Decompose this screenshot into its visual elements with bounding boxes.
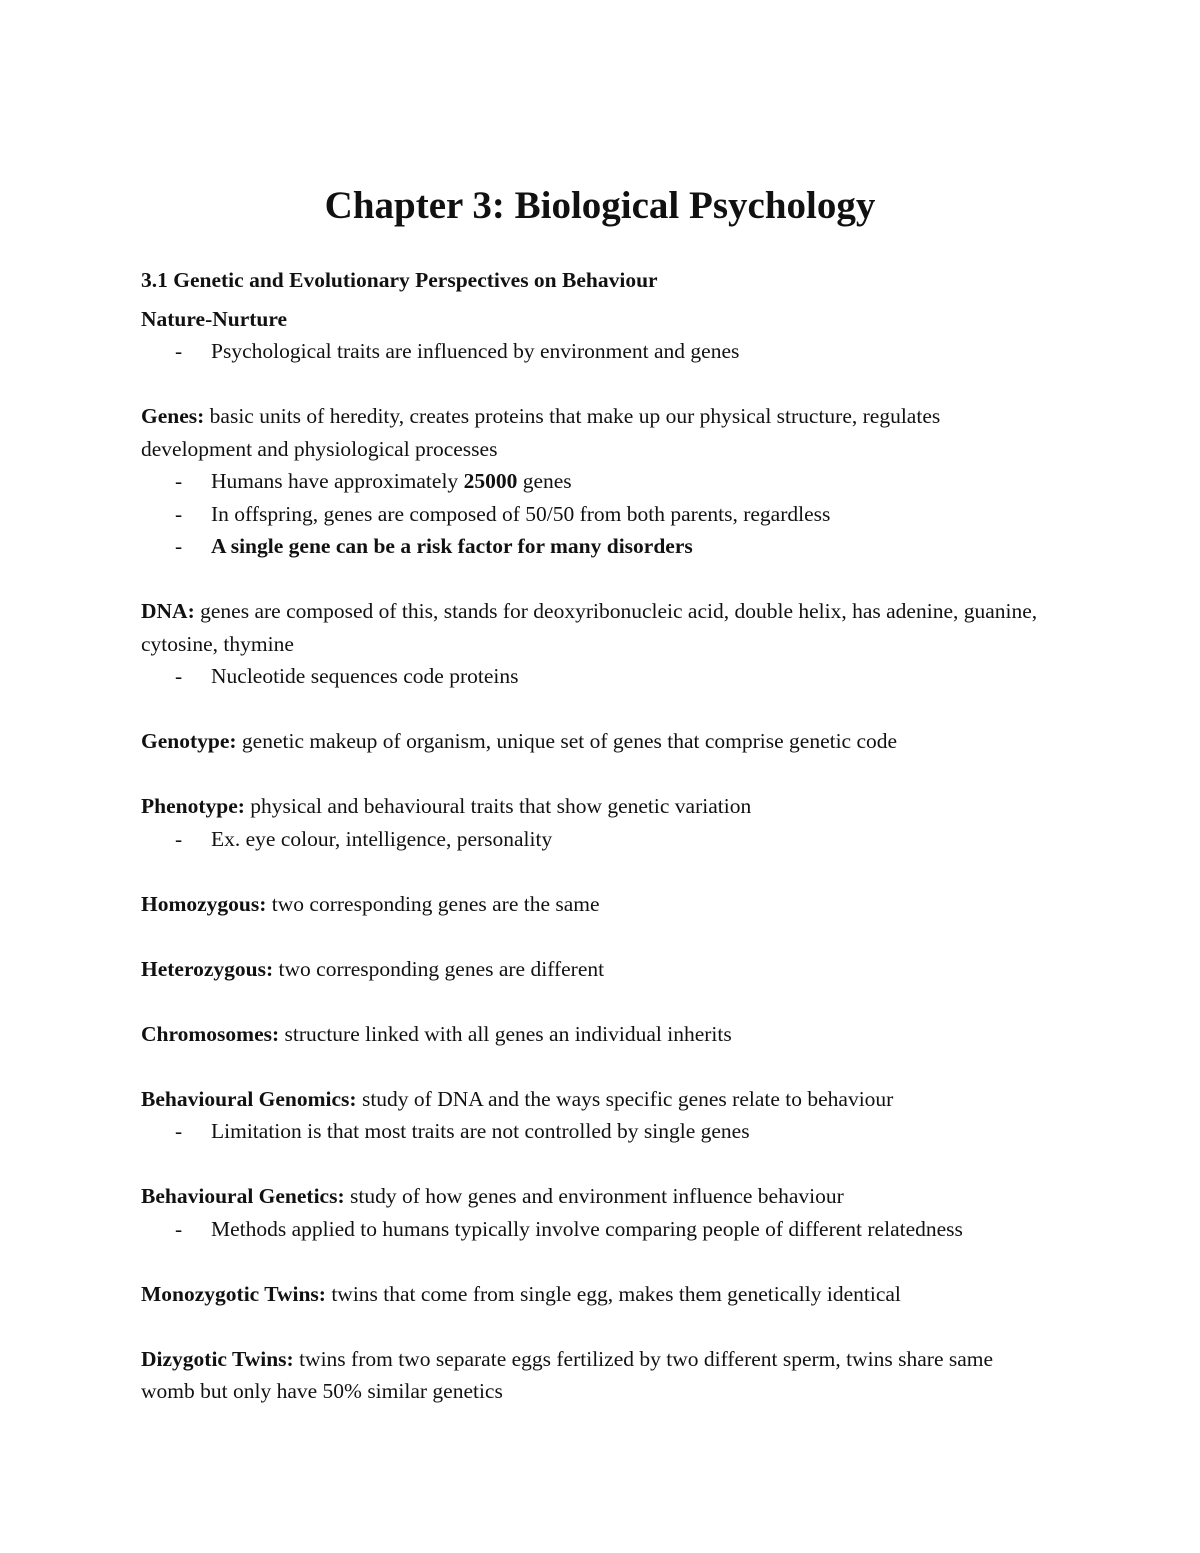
bullet-dash: - [175, 1216, 183, 1241]
behavioural-genomics-definition: Behavioural Genomics: study of DNA and the ways specific genes relate to behaviour [141, 1086, 894, 1111]
bullet-dash: - [175, 534, 183, 558]
term-label: Genotype: [141, 729, 237, 753]
nature-nurture-list [141, 335, 1046, 368]
bullet-dash: - [175, 664, 183, 688]
term-label: Dizygotic Twins: [141, 1346, 294, 1371]
bullet-dash: - [175, 501, 183, 526]
phenotype-definition: Phenotype: physical and behavioural traits that show genetic variation [141, 794, 752, 818]
bullet-dash: - [175, 469, 183, 493]
bullet-dash: - [175, 1119, 183, 1143]
document-body [141, 264, 1046, 1408]
genes-definition: Genes: basic units of heredity, creates proteins that make up our physical structure, regulates development and physiological processes [141, 404, 941, 461]
list-item: - Ex. eye colour, intelligence, personality [141, 823, 1046, 856]
dna-list [141, 660, 1046, 693]
behavioural-genomics-block [141, 1083, 1046, 1148]
genes-block [141, 400, 1046, 563]
behavioural-genomics-list [141, 1115, 1046, 1148]
list-item: - Humans have approximately 25000 genes [141, 465, 1046, 498]
list-item: - Nucleotide sequences code proteins [141, 660, 1046, 693]
nature-nurture-block [141, 303, 1046, 368]
list-item: - Psychological traits are influenced by environment and genes [141, 335, 1046, 368]
chromosomes-block [141, 1018, 1046, 1051]
term-label: Phenotype: [141, 794, 245, 818]
behavioural-genetics-block [141, 1180, 1046, 1245]
bullet-dash: - [175, 826, 183, 851]
list-item: - A single gene can be a risk factor for many disorders [141, 530, 1046, 563]
dizygotic-twins-block [141, 1343, 1046, 1408]
dna-definition: DNA: genes are composed of this, stands for deoxyribonucleic acid, double helix, has adenine, guanine, cytosine, thymine [141, 599, 1038, 656]
monozygotic-twins-definition: Monozygotic Twins: twins that come from single egg, makes them genetically identical [141, 1281, 901, 1306]
behavioural-genetics-list [141, 1213, 1046, 1246]
term-label: Behavioural Genomics: [141, 1086, 357, 1111]
term-label: Genes: [141, 404, 205, 428]
genes-list [141, 465, 1046, 563]
term-label: Behavioural Genetics: [141, 1184, 345, 1208]
behavioural-genetics-definition: Behavioural Genetics: study of how genes and environment influence behaviour [141, 1184, 844, 1208]
heterozygous-block [141, 953, 1046, 986]
list-item: - In offspring, genes are composed of 50/50 from both parents, regardless [141, 498, 1046, 531]
monozygotic-twins-block [141, 1278, 1046, 1311]
term-label: Monozygotic Twins: [141, 1281, 326, 1306]
list-item: - Limitation is that most traits are not controlled by single genes [141, 1115, 1046, 1148]
chromosomes-definition: Chromosomes: structure linked with all genes an individual inherits [141, 1021, 732, 1046]
nature-nurture-heading: Nature-Nurture [141, 306, 288, 331]
dizygotic-twins-definition: Dizygotic Twins: twins from two separate eggs fertilized by two different sperm, twins share same womb but only have 50% similar genetics [141, 1346, 994, 1403]
phenotype-list [141, 823, 1046, 856]
term-label: DNA: [141, 599, 195, 623]
list-item: - Methods applied to humans typically involve comparing people of different relatedness [141, 1213, 1046, 1246]
bullet-dash: - [175, 339, 183, 363]
homozygous-block [141, 888, 1046, 921]
dna-block [141, 595, 1046, 693]
genotype-definition: Genotype: genetic makeup of organism, unique set of genes that comprise genetic code [141, 729, 898, 753]
term-label: Chromosomes: [141, 1021, 280, 1046]
section-heading: 3.1 Genetic and Evolutionary Perspectives on Behaviour [141, 268, 658, 292]
homozygous-definition: Homozygous: two corresponding genes are the same [141, 891, 600, 916]
phenotype-block [141, 790, 1046, 855]
term-label: Homozygous: [141, 891, 267, 916]
page-title: Chapter 3: Biological Psychology [324, 184, 876, 227]
heterozygous-definition: Heterozygous: two corresponding genes are different [141, 956, 605, 981]
term-label: Heterozygous: [141, 956, 274, 981]
genotype-block [141, 725, 1046, 758]
